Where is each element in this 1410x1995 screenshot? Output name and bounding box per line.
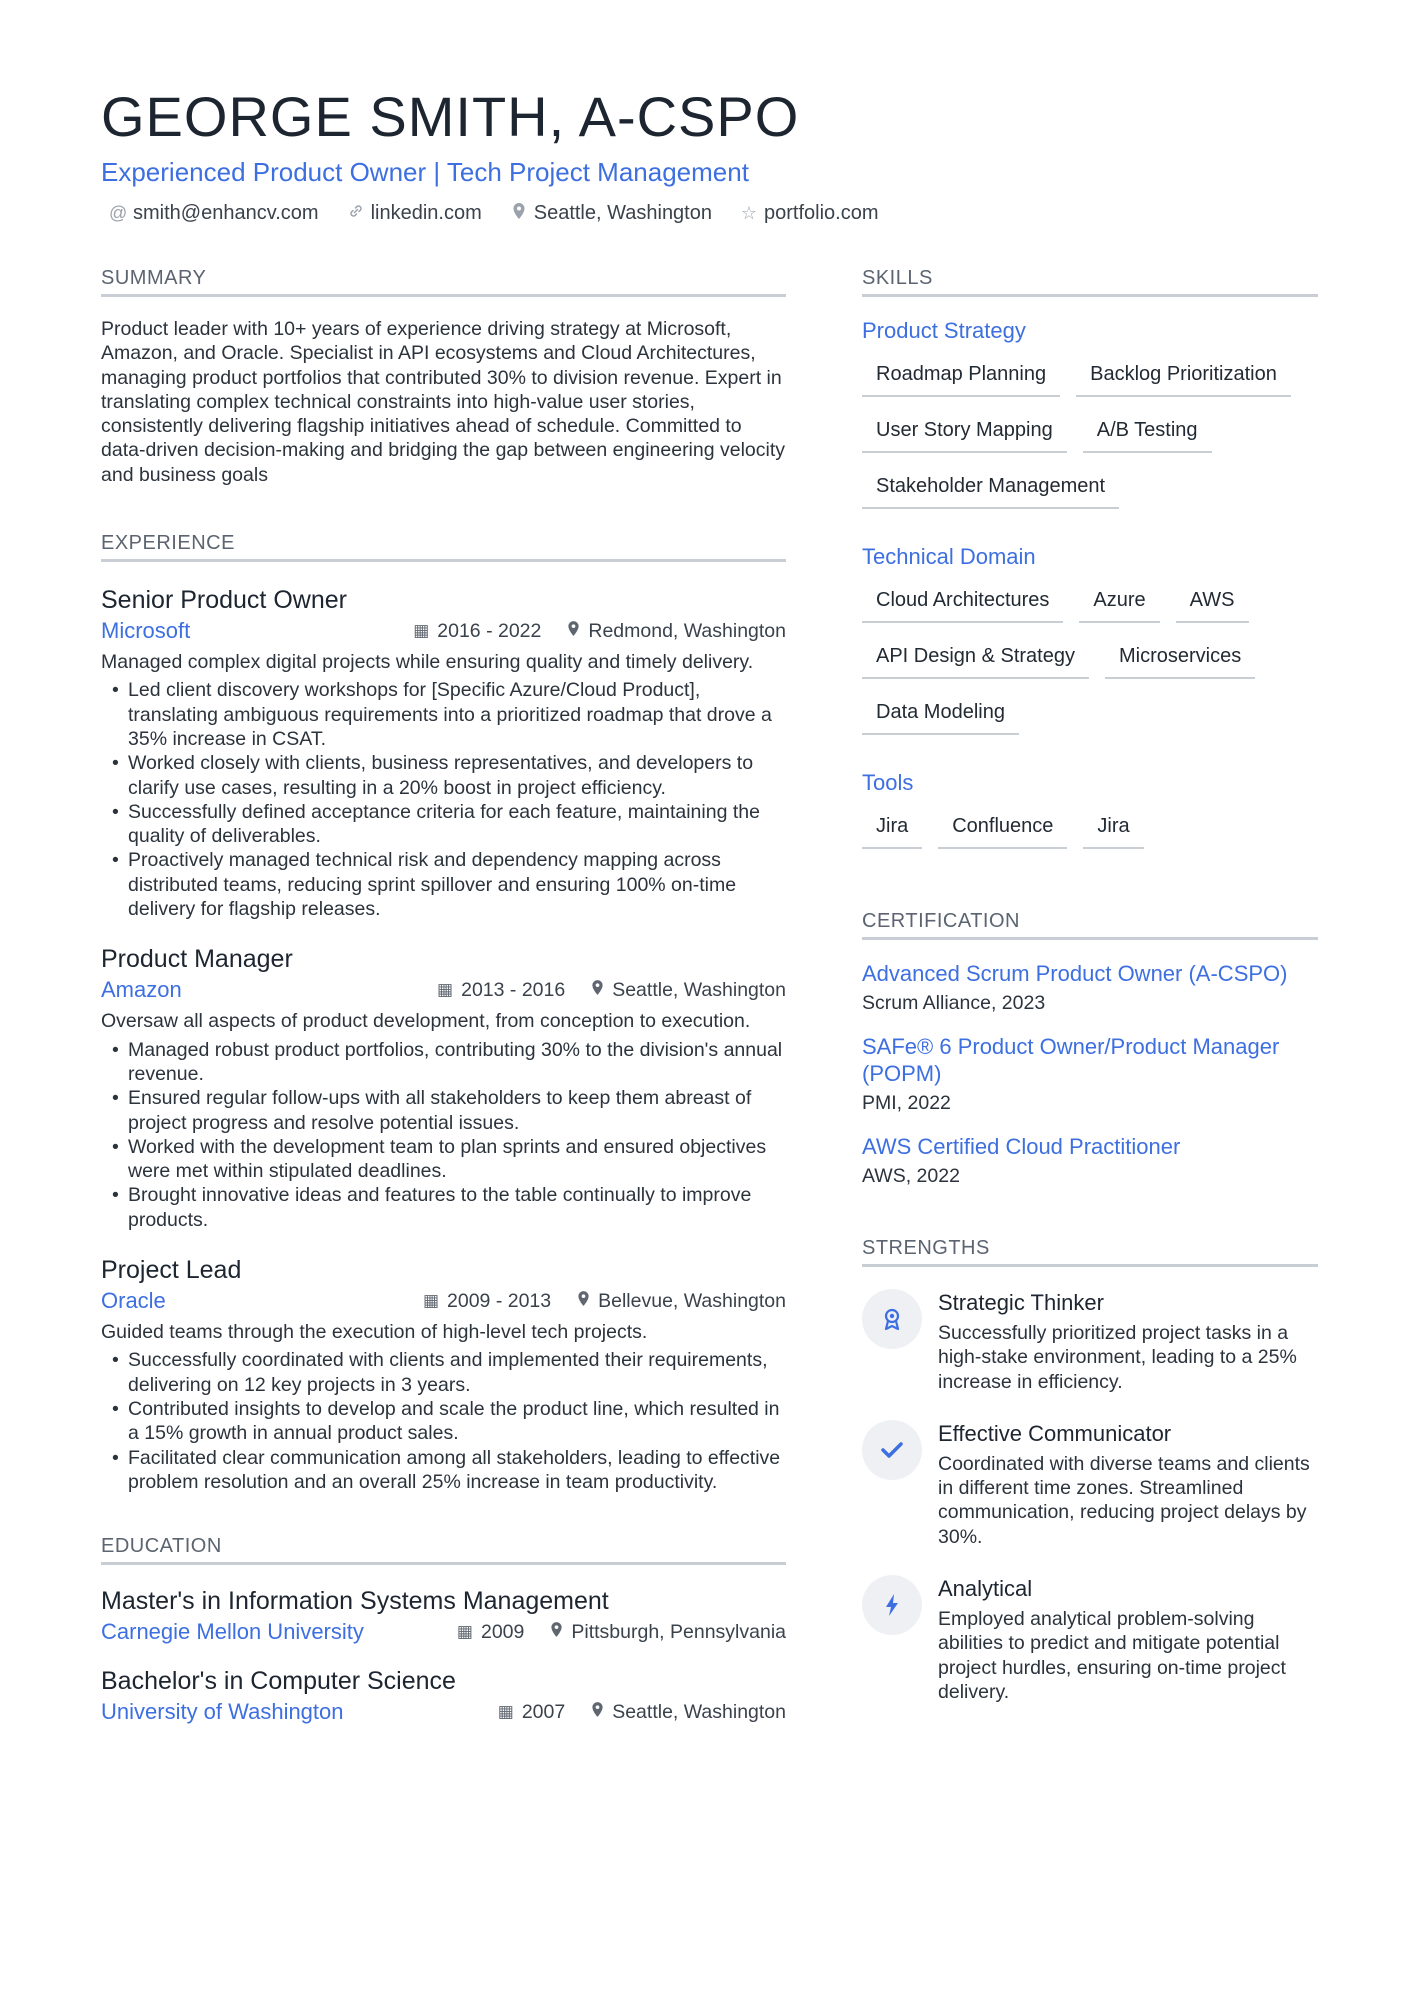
bolt-icon xyxy=(862,1575,922,1635)
calendar-icon: ▦ xyxy=(456,1622,473,1642)
education-location xyxy=(591,1701,786,1724)
education-year xyxy=(498,1701,565,1724)
contact-linkedin-text: linkedin.com xyxy=(370,202,482,224)
section-title-summary: SUMMARY xyxy=(101,266,786,297)
job-dates-text: 2016 - 2022 xyxy=(437,619,542,642)
education-entry xyxy=(101,1585,786,1645)
skill-chip: Stakeholder Management xyxy=(862,469,1119,509)
strength-title: Strategic Thinker xyxy=(938,1290,1104,1315)
job-bullet: • Brought innovative ideas and features to the table continually to improve products. xyxy=(101,1183,786,1232)
skills-section xyxy=(862,266,1318,849)
contact-location-text: Seattle, Washington xyxy=(533,202,712,224)
skill-chip: Azure xyxy=(1079,583,1159,623)
job-title: Product Manager xyxy=(101,945,293,974)
skill-chips xyxy=(862,583,1318,735)
job-location-text: Redmond, Washington xyxy=(588,619,786,642)
strength-description: Coordinated with diverse teams and clients in different time zones. Streamlined communication, reducing project delays by 30%. xyxy=(938,1452,1310,1548)
section-title-education: EDUCATION xyxy=(101,1534,786,1565)
skill-chip: Confluence xyxy=(938,809,1067,849)
skill-chip: Jira xyxy=(862,809,922,849)
certification-issuer: PMI, 2022 xyxy=(862,1092,951,1114)
job-description: Managed complex digital projects while ensuring quality and timely delivery. xyxy=(101,651,754,674)
skill-chips xyxy=(862,357,1318,509)
job-bullet: • Managed robust product portfolios, contributing 30% to the division's annual revenue. xyxy=(101,1038,786,1087)
job-dates xyxy=(423,1290,551,1313)
education-school: Carnegie Mellon University xyxy=(101,1619,364,1645)
strength-title: Effective Communicator xyxy=(938,1420,1172,1446)
certification-name: SAFe® 6 Product Owner/Product Manager (POPM) xyxy=(862,1034,1280,1086)
skill-chip: Microservices xyxy=(1105,639,1255,679)
education-year-text: 2009 xyxy=(480,1620,525,1643)
job-bullet: • Successfully defined acceptance criteria for each feature, maintaining the quality of deliverables. xyxy=(101,800,786,849)
section-title-skills: SKILLS xyxy=(862,266,1318,297)
strength-entry xyxy=(862,1289,1318,1394)
job-dates-text: 2009 - 2013 xyxy=(447,1289,552,1312)
section-title-strengths: STRENGTHS xyxy=(862,1236,1318,1267)
job-bullet: • Contributed insights to develop and scale the product line, which resulted in a 15% growth in annual product sales. xyxy=(101,1397,786,1446)
calendar-icon: ▦ xyxy=(437,980,454,1000)
summary-text: Product leader with 10+ years of experience driving strategy at Microsoft, Amazon, and Oracle. Specialist in API ecosystems and Cloud Architectures, managing product portfolios that contributed 30% to division revenue. Expert in translating complex technical constraints into high-value user stories, consistently delivering flagship initiatives ahead of schedule. Committed to data-driven decision-making and bridging the gap between engineering velocity and business goals xyxy=(101,318,786,486)
candidate-name: GEORGE SMITH, A-CSPO xyxy=(101,85,800,148)
calendar-icon: ▦ xyxy=(497,1702,514,1722)
job-company: Amazon xyxy=(101,977,182,1003)
certification-name: AWS Certified Cloud Practitioner xyxy=(862,1134,1181,1159)
job-dates-text: 2013 - 2016 xyxy=(461,978,566,1001)
contact-email-text: smith@enhancv.com xyxy=(133,202,319,224)
education-degree: Master's in Information Systems Management xyxy=(101,1587,609,1616)
contact-linkedin[interactable] xyxy=(347,202,482,225)
skill-group-title: Product Strategy xyxy=(862,318,1026,343)
strength-description: Successfully prioritized project tasks in a high-stake environment, leading to a 25% increase in efficiency. xyxy=(938,1322,1297,1393)
skill-chip: API Design & Strategy xyxy=(862,639,1089,679)
education-location-text: Pittsburgh, Pennsylvania xyxy=(571,1620,786,1643)
job-bullet: • Ensured regular follow-ups with all stakeholders to keep them abreast of project progress and resolve potential issues. xyxy=(101,1086,786,1135)
job-dates xyxy=(413,620,541,643)
certification-issuer: AWS, 2022 xyxy=(862,1165,960,1187)
right-column xyxy=(862,266,1318,1704)
job-meta xyxy=(101,977,786,1003)
job-meta xyxy=(101,1288,786,1314)
section-title-certification: CERTIFICATION xyxy=(862,909,1318,940)
job-location xyxy=(567,620,786,643)
job-description: Guided teams through the execution of high-level tech projects. xyxy=(101,1321,648,1344)
skill-chip: User Story Mapping xyxy=(862,413,1067,453)
strength-entry xyxy=(862,1420,1318,1549)
calendar-icon: ▦ xyxy=(422,1291,440,1311)
job-company: Microsoft xyxy=(101,618,191,644)
summary-section xyxy=(101,266,786,487)
contact-location xyxy=(510,202,712,225)
star-icon: ☆ xyxy=(740,203,758,223)
contact-bar xyxy=(101,202,1321,225)
job-title: Senior Product Owner xyxy=(101,586,347,615)
job-bullets xyxy=(101,1038,786,1232)
strength-description: Employed analytical problem-solving abilities to predict and mitigate potential project hurdles, ensuring on-time project delivery. xyxy=(938,1608,1286,1703)
job-location-text: Bellevue, Washington xyxy=(598,1289,786,1312)
job-bullet: • Facilitated clear communication among all stakeholders, leading to effective problem resolution and an overall 25% increase in team productivity. xyxy=(101,1446,786,1495)
education-school: University of Washington xyxy=(101,1699,344,1725)
strength-title: Analytical xyxy=(938,1576,1033,1602)
skill-chip: Data Modeling xyxy=(862,695,1019,735)
skill-chips xyxy=(862,809,1318,849)
location-icon xyxy=(510,202,528,225)
job-company: Oracle xyxy=(101,1288,166,1314)
education-location xyxy=(550,1621,786,1644)
job-entry xyxy=(101,584,786,921)
skill-chip: AWS xyxy=(1176,583,1249,623)
job-bullet: • Worked closely with clients, business representatives, and developers to clarify use cases, resulting in a 20% boost in project efficiency. xyxy=(101,751,786,800)
calendar-icon: ▦ xyxy=(413,621,430,641)
job-location-text: Seattle, Washington xyxy=(612,978,786,1001)
education-degree: Bachelor's in Computer Science xyxy=(101,1667,456,1696)
job-entry xyxy=(101,1254,786,1494)
certification-entry xyxy=(862,960,1318,1015)
certification-entry xyxy=(862,1133,1318,1188)
certification-name: Advanced Scrum Product Owner (A-CSPO) xyxy=(862,961,1288,986)
education-meta xyxy=(101,1619,786,1645)
education-year xyxy=(457,1621,524,1644)
job-bullet: • Led client discovery workshops for [Specific Azure/Cloud Product], translating ambiguous requirements into a prioritized roadmap that drove a 35% increase in CSAT. xyxy=(101,678,786,751)
education-section xyxy=(101,1534,786,1725)
contact-email[interactable] xyxy=(109,202,319,225)
resume-header xyxy=(101,84,1321,225)
location-icon xyxy=(550,1621,563,1643)
education-entry xyxy=(101,1665,786,1725)
job-entry xyxy=(101,943,786,1232)
skill-chip: Cloud Architectures xyxy=(862,583,1063,623)
skill-group-title: Technical Domain xyxy=(862,544,1036,569)
skill-chip: Backlog Prioritization xyxy=(1076,357,1291,397)
job-bullet: • Proactively managed technical risk and dependency mapping across distributed teams, reducing sprint spillover and ensuring 100% on-time delivery for flagship releases. xyxy=(101,848,786,921)
job-title: Project Lead xyxy=(101,1256,242,1285)
at-icon: @ xyxy=(109,203,128,223)
contact-portfolio-text: portfolio.com xyxy=(764,202,879,224)
experience-section xyxy=(101,531,786,1494)
job-bullets xyxy=(101,1348,786,1494)
location-icon xyxy=(591,979,604,1001)
left-column xyxy=(101,266,786,1725)
job-bullets xyxy=(101,678,786,921)
skill-chip: Roadmap Planning xyxy=(862,357,1060,397)
skill-chip: A/B Testing xyxy=(1083,413,1212,453)
certification-section xyxy=(862,909,1318,1188)
strength-entry xyxy=(862,1575,1318,1704)
location-icon xyxy=(577,1290,590,1312)
certification-issuer: Scrum Alliance, 2023 xyxy=(862,992,1046,1014)
award-icon xyxy=(862,1289,922,1349)
location-icon xyxy=(567,620,580,642)
check-icon xyxy=(862,1420,922,1480)
job-bullet: • Worked with the development team to plan sprints and ensured objectives were met within stipulated deadlines. xyxy=(101,1135,786,1184)
certification-entry xyxy=(862,1033,1318,1115)
education-year-text: 2007 xyxy=(521,1700,566,1723)
strengths-section xyxy=(862,1236,1318,1704)
job-dates xyxy=(437,979,565,1002)
education-meta xyxy=(101,1699,786,1725)
job-location xyxy=(577,1290,786,1313)
link-icon xyxy=(347,203,365,224)
contact-portfolio[interactable] xyxy=(740,202,879,225)
job-meta xyxy=(101,618,786,644)
education-location-text: Seattle, Washington xyxy=(612,1700,786,1723)
skill-chip: Jira xyxy=(1083,809,1143,849)
candidate-headline: Experienced Product Owner | Tech Project Management xyxy=(101,157,749,187)
job-bullet: • Successfully coordinated with clients and implemented their requirements, delivering on 12 key projects in 3 years. xyxy=(101,1348,786,1397)
job-location xyxy=(591,979,786,1002)
skill-group-title: Tools xyxy=(862,770,914,795)
job-description: Oversaw all aspects of product development, from conception to execution. xyxy=(101,1010,751,1033)
section-title-experience: EXPERIENCE xyxy=(101,531,786,562)
location-icon xyxy=(591,1701,604,1723)
